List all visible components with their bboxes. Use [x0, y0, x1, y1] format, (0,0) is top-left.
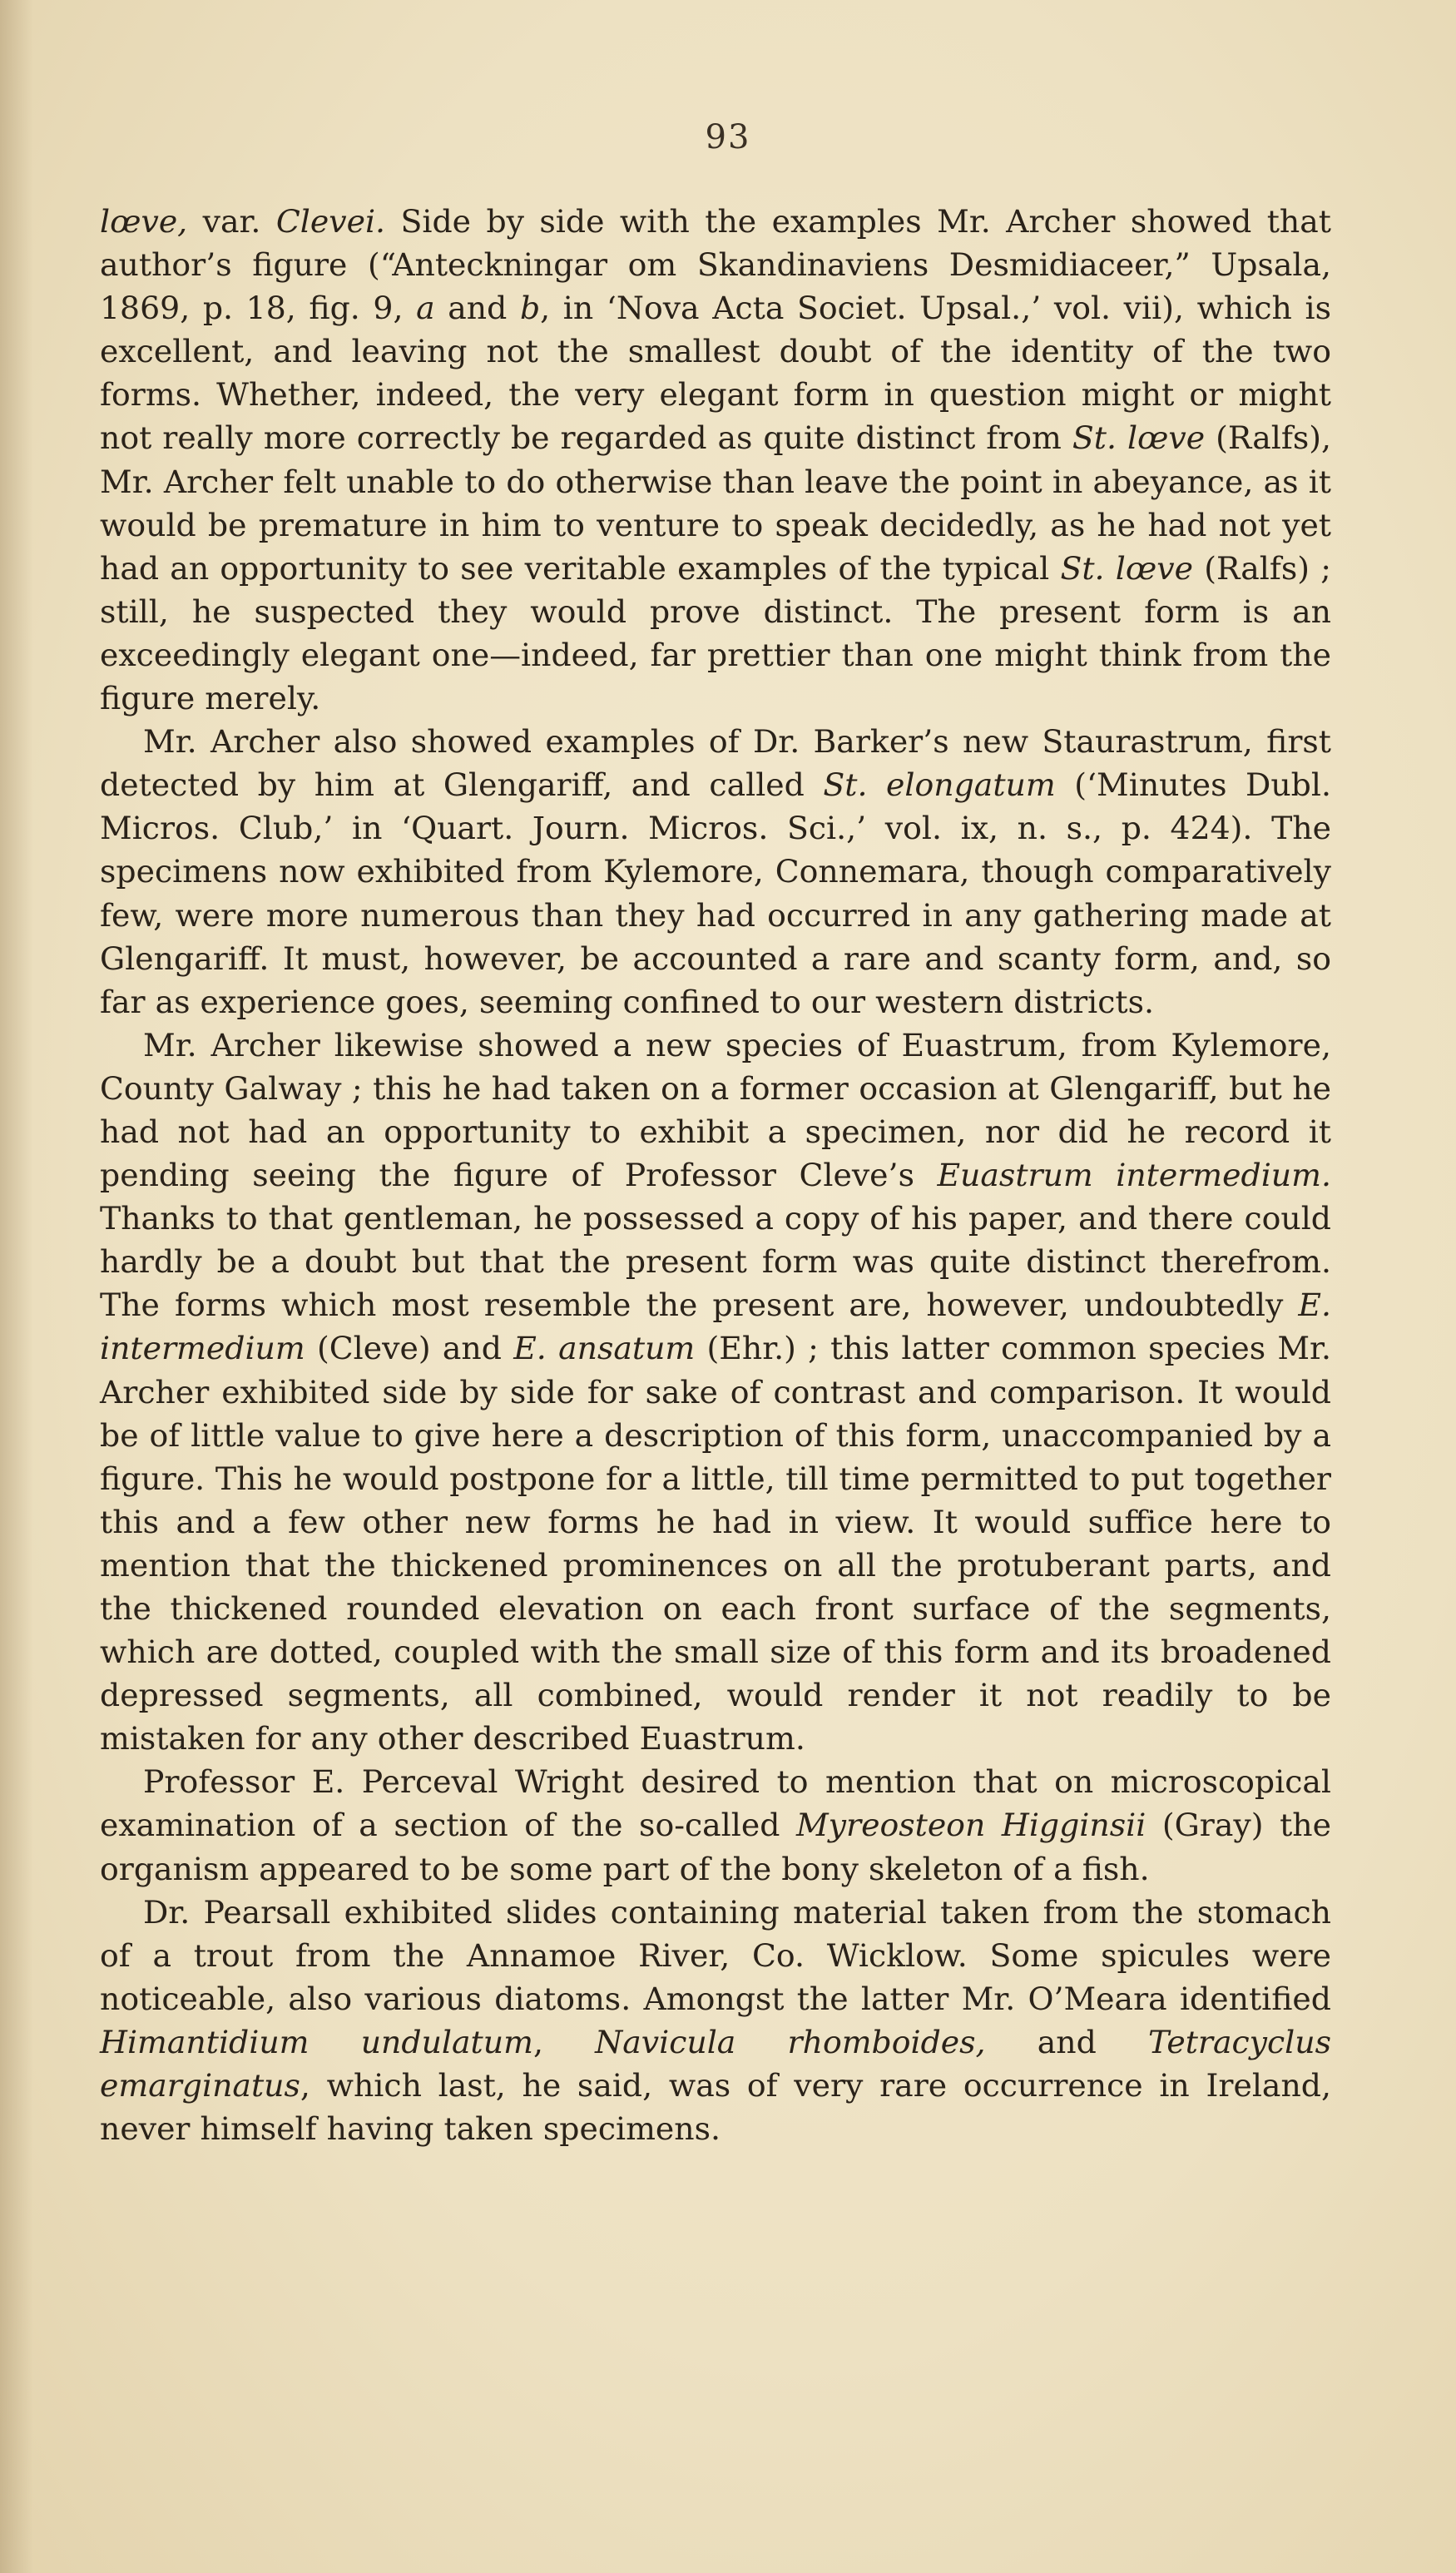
paragraph [100, 720, 1331, 1024]
italic-text: lœve, [100, 203, 188, 240]
italic-text: Euastrum intermedium. [937, 1157, 1331, 1194]
text-run: , [532, 2023, 596, 2060]
italic-text: Clevei. [275, 203, 386, 240]
italic-text: a [416, 290, 435, 327]
page-number: 93 [705, 118, 751, 156]
italic-text: St. elongatum [823, 766, 1056, 804]
text-run: Dr. Pearsall exhibited slides containing material taken from the stomach of a trout from the Annamoe River, Co. Wicklow. Some spicules were noticeable, also various diatoms. Amongst the latter Mr. O’Meara identified [100, 1893, 1331, 2017]
text-run: (Cleve) and [305, 1330, 514, 1367]
italic-text: Himantidium undulatum [100, 2023, 533, 2060]
text-run: Side by side with the examples Mr. Archer showed that author’s figure (“Anteckningar om Skandinaviens Desmidiaceer,” Upsala, 1869, p. 18, fig. 9, [100, 203, 1331, 327]
text-run: (Ralfs) ; still, he suspected they would prove distinct. The present form is an exceedingly elegant one—indeed, far prettier than one might think from the figure merely. [100, 549, 1331, 717]
paragraph [100, 1024, 1331, 1761]
italic-text: St. lœve [1060, 549, 1193, 587]
text-run: Thanks to that gentleman, he possessed a copy of his paper, and there could hardly be a doubt but that the present form was quite distinct therefrom. The forms which most resemble the present are, however, undoubtedly [100, 1200, 1331, 1324]
italic-text: Tetracyclus emarginatus [100, 2023, 1331, 2105]
page-gutter-shadow [0, 0, 33, 2573]
text-run: Mr. Archer likewise showed a new species of Euastrum, from Kylemore, County Galway ; this he had taken on a former occasion at Glengariff, but he had not had an opportunity to exhibit a specimen, nor did he record it pending seeing the figure of Professor Cleve’s [100, 1026, 1331, 1194]
text-run: Professor E. Perceval Wright desired to mention that on microscopical examination of a section of the so-called [100, 1763, 1331, 1844]
text-run: Mr. Archer also showed examples of Dr. Barker’s new Staurastrum, first detected by him at Glengariff, and called [100, 723, 1331, 804]
paragraph [100, 1760, 1331, 1890]
italic-text: b [519, 290, 541, 327]
paragraph [100, 1891, 1331, 2151]
text-run: and [985, 2023, 1149, 2060]
text-run: (‘Minutes Dubl. Micros. Club,’ in ‘Quart. Journ. Micros. Sci.,’ vol. ix, n. s., p. 424). The specimens now exhibited from Kylemore, Connemara, though comparatively few, were more numerous than they had occurred in any gathering made at Glengariff. It must, however, be accounted a rare and scanty form, and, so far as experience goes, seeming confined to our western districts. [100, 766, 1331, 1020]
text-run: (Gray) the organism appeared to be some part of the bony skeleton of a fish. [100, 1807, 1331, 1887]
italic-text: E. ansatum [513, 1330, 696, 1367]
text-run: (Ehr.) ; this latter common species Mr. Archer exhibited side by side for sake of contrast and comparison. It would be of little value to give here a description of this form, unaccompanied by a figure. This he would postpone for a little, till time permitted to put together this and a few other new forms he had in view. It would suffice here to mention that the thickened prominences on all the protuberant parts, and the thickened rounded elevation on each front surface of the segments, which are dotted, coupled with the small size of this form and its broadened depressed segments, all combined, would render it not readily to be mistaken for any other described Euastrum. [100, 1330, 1331, 1757]
body-text [100, 200, 1331, 2150]
italic-text: St. lœve [1072, 419, 1206, 457]
text-run: , in ‘Nova Acta Societ. Upsal.,’ vol. vii), which is excellent, and leaving not the smallest doubt of the identity of the two forms. Whether, indeed, the very elegant form in question might or might not really more correctly be regarded as quite distinct from [100, 290, 1331, 457]
paragraph [100, 200, 1331, 720]
text-run: , which last, he said, was of very rare occurrence in Ireland, never himself having taken specimens. [100, 2067, 1331, 2148]
text-run: var. [187, 203, 276, 240]
text-run: (Ralfs), Mr. Archer felt unable to do otherwise than leave the point in abeyance, as it would be premature in him to venture to speak decidedly, as he had not yet had an opportunity to see veritable examples of the typical [100, 419, 1331, 587]
italic-text: E. intermedium [100, 1286, 1331, 1367]
italic-text: Navicula rhomboides, [595, 2023, 986, 2060]
italic-text: Myreosteon Higginsii [795, 1807, 1146, 1844]
text-run: and [434, 290, 520, 327]
